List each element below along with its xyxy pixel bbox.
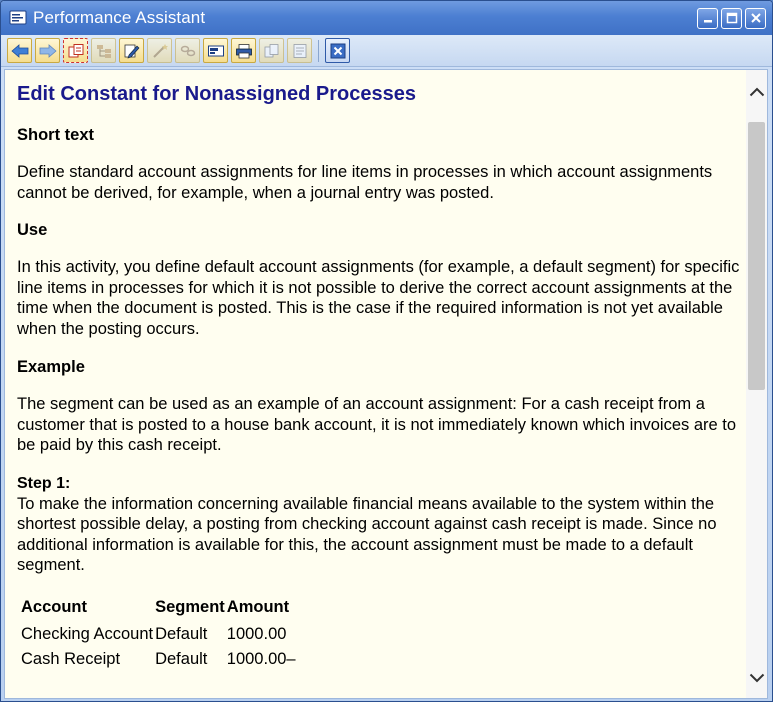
close-icon — [750, 12, 762, 24]
chain-icon — [179, 43, 197, 59]
minimize-icon — [702, 12, 714, 24]
table-row — [21, 646, 298, 671]
app-icon — [9, 9, 27, 27]
minimize-button[interactable] — [697, 8, 718, 29]
arrow-left-icon — [11, 43, 29, 59]
use-heading: Use — [17, 221, 48, 239]
example-heading: Example — [17, 358, 85, 376]
short-text-heading: Short text — [17, 126, 95, 144]
step1-heading: Step 1: — [17, 474, 71, 492]
chevron-up-icon — [749, 87, 765, 97]
printer-icon — [235, 43, 253, 59]
table-cell-account: Checking Account — [21, 624, 154, 643]
table-cell-amount: 1000.00– — [226, 649, 296, 668]
short-text-paragraph: Define standard account assignments for line items in processes in which account assignments cannot be derived, for example, when a journal entry was posted. — [17, 163, 713, 202]
wand-button[interactable] — [147, 38, 172, 63]
account-table — [21, 598, 298, 671]
close-icon — [330, 43, 346, 59]
step1-paragraph: To make the information concerning available financial means available to the system within the shortest possible delay, a posting from checking account against cash receipt is made. Since no additional information is available for this, the account assignment must be made to a default segment. — [17, 494, 717, 574]
technical-info-button[interactable] — [63, 38, 88, 63]
use-paragraph: In this activity, you define default account assignments (for example, a default segment) for specific line items in processes for which it is not possible to derive the correct account assignments at the time when the document is posted. This is the case if the required information is not yet available when the posting occurs. — [17, 258, 740, 338]
toolbar — [1, 35, 772, 67]
maximize-icon — [726, 12, 738, 24]
copy-icon — [263, 43, 281, 59]
pencil-icon — [123, 43, 141, 59]
document-icon — [291, 43, 309, 59]
document-button[interactable] — [287, 38, 312, 63]
magic-wand-icon — [151, 43, 169, 59]
maximize-button[interactable] — [721, 8, 742, 29]
title-bar[interactable] — [1, 1, 772, 35]
structure-button[interactable] — [91, 38, 116, 63]
back-button[interactable] — [7, 38, 32, 63]
document-title: Edit Constant for Nonassigned Processes — [17, 83, 416, 105]
arrow-right-icon — [39, 43, 57, 59]
scroll-down-button[interactable] — [746, 666, 767, 690]
column-header-amount: Amount — [226, 597, 290, 616]
table-cell-segment: Default — [155, 649, 208, 668]
table-header-row — [21, 598, 298, 621]
column-header-segment: Segment — [155, 597, 225, 616]
forward-button[interactable] — [35, 38, 60, 63]
chevron-down-icon — [749, 673, 765, 683]
copy-button[interactable] — [259, 38, 284, 63]
hierarchy-icon — [95, 43, 113, 59]
table-row — [21, 621, 298, 646]
help-document — [5, 70, 747, 698]
window-title: Performance Assistant — [33, 8, 206, 27]
display-icon — [207, 43, 225, 59]
scroll-up-button[interactable] — [746, 80, 767, 104]
documents-icon — [67, 43, 85, 59]
example-paragraph: The segment can be used as an example of an account assignment: For a cash receipt from a customer that is posted to a house bank account, it is not immediately known which invoices are to be paid by this cash receipt. — [17, 395, 737, 454]
table-cell-account: Cash Receipt — [21, 649, 121, 668]
display-button[interactable] — [203, 38, 228, 63]
vertical-scrollbar[interactable] — [746, 70, 767, 698]
table-cell-segment: Default — [155, 624, 208, 643]
close-window-button[interactable] — [745, 8, 766, 29]
table-cell-amount: 1000.00 — [226, 624, 287, 643]
toolbar-separator — [318, 40, 319, 62]
close-button[interactable] — [325, 38, 350, 63]
print-button[interactable] — [231, 38, 256, 63]
help-content-area[interactable] — [4, 69, 768, 699]
scroll-thumb[interactable] — [748, 122, 765, 390]
link-button[interactable] — [175, 38, 200, 63]
edit-button[interactable] — [119, 38, 144, 63]
column-header-account: Account — [21, 597, 87, 616]
